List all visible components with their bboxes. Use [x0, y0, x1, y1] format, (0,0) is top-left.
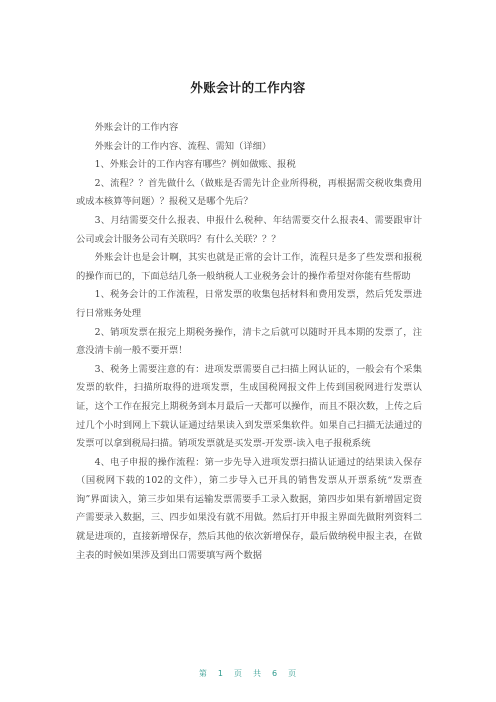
paragraph: 2、流程？？首先做什么（做账是否需先计企业所得税，再根据需交税收集费用或成本核算等问题）？报税又是哪个先后？: [76, 177, 422, 208]
paragraph: 1、外账会计的工作内容有哪些？例如做账、报税: [94, 159, 296, 171]
paragraph: 外账会计的工作内容、流程、需知（详细）: [94, 140, 272, 152]
footer-label-of: 页: [234, 669, 243, 678]
page-footer: [0, 668, 496, 679]
footer-label-total: 共: [253, 669, 262, 678]
document-body: [76, 119, 422, 565]
paragraph: 3、月结需要交什么报表、申报什么税种、年结需要交什么报表4、需要跟审计公司或会计服务公司有关联吗？有什么关联？？？: [76, 214, 422, 245]
paragraph: 3、税务上需要注意的有：进项发票需要自己扫描上网认证的，一般会有个采集发票的软件，扫描所取得的进项发票，生成国税网报文件上传到国税网进行发票认证，这个工作在报完上期税务到本月最后一天都可以操作，而且不限次数，上传之后过几个小时到网上下载认证通过结果读入到发票采集软件。如果自己扫描无法通过的发票可以拿到税局扫描。销项发票就是买发票-开发票-读入电子报税系统: [76, 363, 422, 450]
paragraph: 4、电子申报的操作流程：第一步先导入进项发票扫描认证通过的结果读入保存（国税网下载的102的文件），第二步导入已开具的销售发票从开票系统“发票查询”界面读入，第三步如果有运输发票需要手工录入数据，第四步如果有新增固定资产需要录入数据，三、四步如果没有就不用做。然后打开申报主界面先做附列资料二就是进项的，直接新增保存，然后其他的依次新增保存，最后做纳税申报主表，在做主表的时候如果涉及到出口需要填写两个数据: [76, 456, 422, 561]
footer-label-page: 第: [198, 669, 208, 678]
paragraph: 2、销项发票在报完上期税务操作，清卡之后就可以随时开具本期的发票了，注意没清卡前一般不要开票！: [76, 326, 422, 357]
document-title: 外账会计的工作内容: [190, 80, 306, 95]
footer-total-pages: 6: [272, 669, 279, 678]
footer-label-pages: 页: [288, 669, 298, 678]
paragraph: 外账会计的工作内容: [94, 122, 179, 133]
paragraph: 1、税务会计的工作流程，日常发票的收集包括材料和费用发票，然后凭发票进行日常账务处理: [76, 289, 422, 319]
footer-current-page: 1: [217, 669, 224, 678]
paragraph: 外账会计也是会计啊，其实也就是正常的会计工作，流程只是多了些发票和报税的操作而已的，下面总结几条一般纳税人工业税务会计的操作希望对你能有些帮助: [76, 252, 422, 282]
